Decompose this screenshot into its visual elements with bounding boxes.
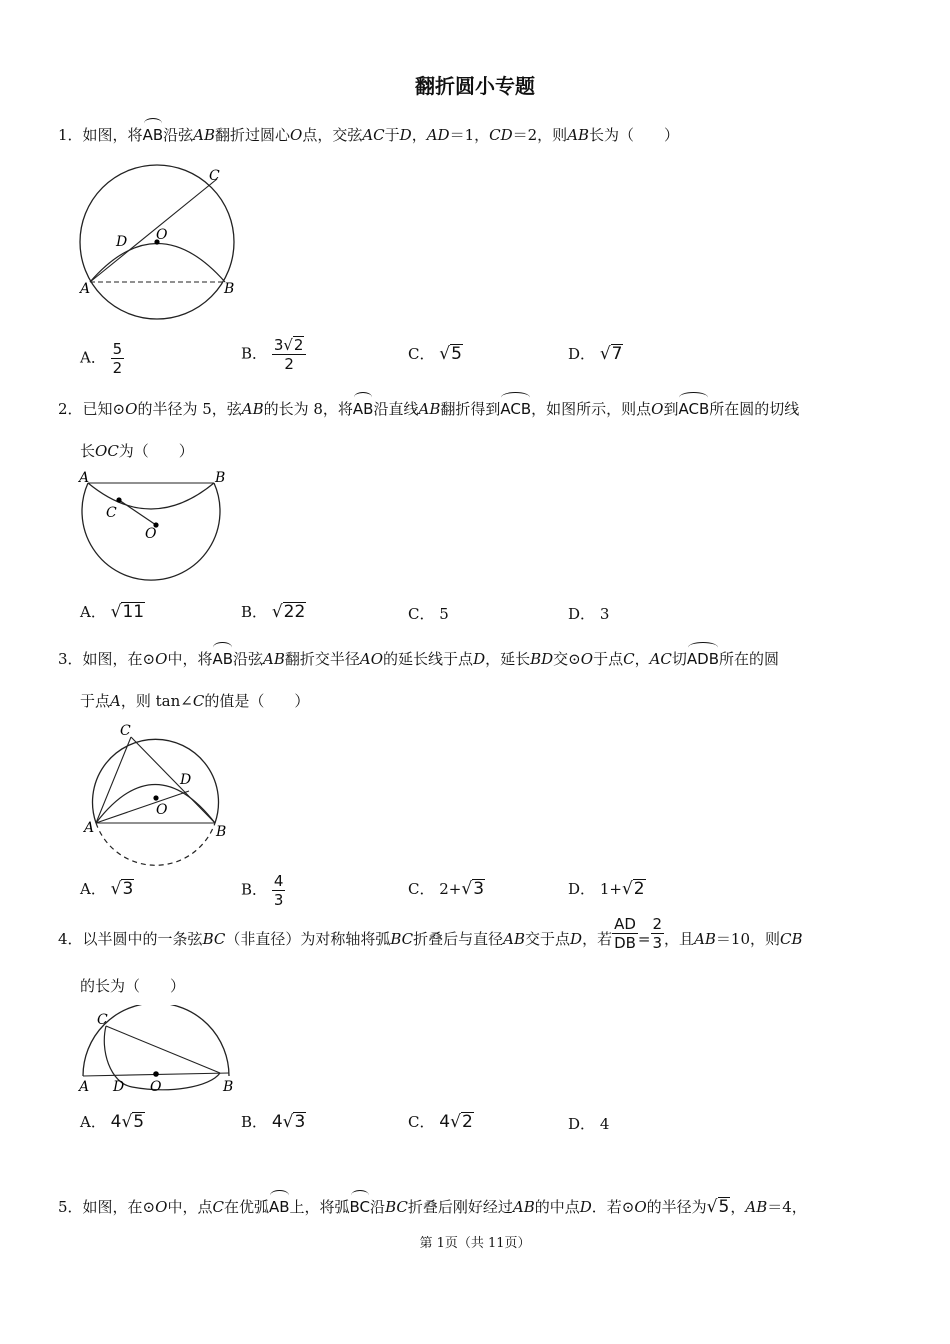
q1-option-b[interactable]: B． $\frac{3√2}{2}$ [241,336,306,373]
q4-option-b[interactable]: B． 4√3 [241,1112,306,1132]
segment-cb [131,737,215,823]
q2-option-a[interactable]: A． √11 [80,602,145,622]
page-footer: 第 1页（共 11页） [419,1236,531,1251]
label-o: O [150,1079,162,1095]
label-o: O [145,526,157,542]
arc-symbol: AB [142,126,164,144]
question-1-text: 1．如图，将AB沿弦AB翻折过圆心O点，交弦AC于D，AD＝1，CD＝2，则AB长为（ ） [58,126,680,144]
q3-option-b[interactable]: B． $\frac{4}{3}$ [241,872,284,909]
question-4-figure [75,1005,245,1100]
q4-option-c[interactable]: C． 4√2 [408,1112,473,1132]
segment-oc [119,500,156,525]
label-a: A [79,1079,90,1095]
label-c: C [120,723,131,739]
folded-arc [90,244,225,283]
label-d: D [116,234,128,250]
q1-option-d[interactable]: D． √7 [568,344,623,364]
label-d: D [180,772,192,788]
question-4-text: 4．以半圆中的一条弦BC（非直径）为对称轴将弧BC折叠后与直径AB交于点D，若 $\frac{AD}{DB}$ = $\frac{2}{3}$ ，且AB＝10，则CB [58,914,803,952]
label-c: C [209,168,220,184]
question-2-text-line2: 长OC为（ ） [80,442,194,460]
q4-option-a[interactable]: A． 4√5 [80,1112,145,1132]
q1-option-c[interactable]: C． √5 [408,344,462,364]
question-1-figure [70,160,250,330]
chord-ac [90,179,217,282]
label-o: O [156,802,168,818]
label-b: B [223,1079,234,1095]
label-a: A [84,820,95,836]
question-3-text-line2: 于点A，则 tan∠C的值是（ ） [80,692,310,710]
point-o [153,795,158,800]
segment-ac [96,737,131,823]
q2-option-d[interactable]: D． 3 [568,605,610,623]
label-c: C [106,505,117,521]
question-4-text-line2: 的长为（ ） [80,977,186,995]
label-b: B [215,470,226,486]
label-b: B [216,824,227,840]
label-b: B [224,281,235,297]
q4-option-d[interactable]: D． 4 [568,1115,610,1133]
label-a: A [79,470,90,486]
q1-option-a[interactable]: A． $\frac{5}{2}$ [80,340,123,377]
q3-option-d[interactable]: D． 1+√2 [568,879,645,899]
question-5-text: 5．如图，在⊙O中，点C在优弧AB上，将弧BC沿BC折叠后刚好经过AB的中点D．若⊙O的半径为√5，AB＝4， [58,1197,807,1217]
chord-bc [106,1026,220,1073]
label-c: C [97,1012,108,1028]
q3-option-c[interactable]: C． 2+√3 [408,879,485,899]
question-2-text: 2．已知⊙O的半径为 5，弦AB的长为 8，将AB沿直线AB翻折得到ACB，如图所示，则点O到ACB所在圆的切线 [58,400,800,418]
label-a: A [80,281,91,297]
question-3-text: 3．如图，在⊙O中，将AB沿弦AB翻折交半径AO的延长线于点D，延长BD交⊙O于点C，AC切ADB所在的圆 [58,650,780,668]
q2-option-b[interactable]: B． √22 [241,602,306,622]
question-3-figure [78,718,238,868]
q2-option-c[interactable]: C． 5 [408,605,449,623]
point-o [153,1071,159,1077]
point-c [116,497,121,502]
lower-arc-dashed [96,823,215,865]
page-title: 翻折圆小专题 [415,74,535,98]
label-d: D [113,1079,125,1095]
label-o: O [156,227,168,243]
question-2-figure [75,465,240,600]
q3-option-a[interactable]: A． √3 [80,879,134,899]
